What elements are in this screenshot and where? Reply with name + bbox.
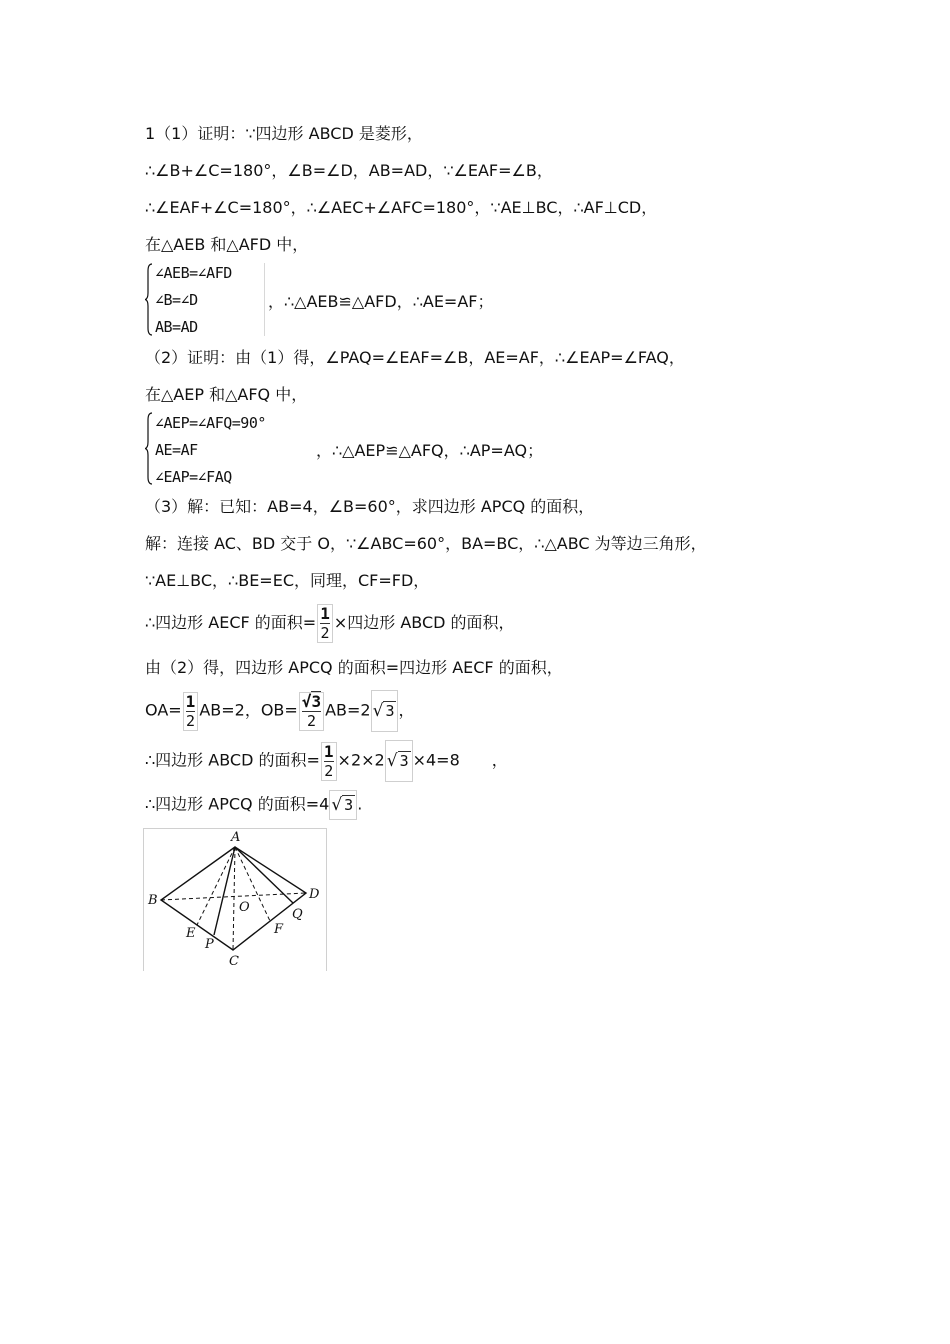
text-line-12-a: ∴四边形 AECF 的面积= [145,613,317,632]
text-line-15-a: ∴四边形 ABCD 的面积= [145,750,320,770]
sqrt-three [371,690,399,732]
text-line-3: ∴∠EAF+∠C=180°，∴∠AEC+∠AFC=180°，∵AE⊥BC，∴AF⊥CD， [145,198,658,217]
text-line-1: 1（1）证明：∵四边形 ABCD 是菱形， [145,124,423,143]
radical-sign: √ [372,701,384,721]
text-line-12 [145,603,515,643]
label-d: D [309,887,320,902]
text-line-8: ，∴△AEP≌△AFQ，∴AP=AQ； [316,441,544,460]
label-e: E [186,926,196,941]
fraction-denominator: 2 [306,711,316,730]
diagonal-ac [233,847,235,950]
text-line-4: 在△AEB 和△AFD 中， [145,235,309,254]
radical-sign: √ [331,795,343,815]
label-o: O [239,900,250,915]
rhombus-diagram [144,829,326,971]
radical-sign: √ [386,751,398,771]
text-line-13: 由（2）得，四边形 APCQ 的面积=四边形 AECF 的面积， [145,658,563,677]
sqrt-three [385,740,413,782]
fraction-one-half [321,742,337,781]
text-line-16-b: . [357,794,363,814]
fraction-sqrt3-half [299,692,324,731]
fraction-one-half [183,692,199,731]
label-f: F [274,922,284,937]
radical-sign: √ [301,691,312,711]
label-q: Q [292,907,303,922]
geometry-figure [143,828,327,971]
fraction-denominator: 2 [320,624,330,642]
text-line-7: 在△AEP 和△AFQ 中， [145,385,308,404]
text-line-14-b: AB=2，OB= [199,700,298,720]
radicand: 3 [385,702,395,720]
system1-row-2: ∠B=∠D [155,291,198,309]
radicand: 3 [399,752,409,770]
system1-row-3: AB=AD [155,318,198,336]
text-line-14-c: AB=2 [325,700,371,720]
label-c: C [229,954,239,969]
text-line-14-d: ， [398,700,415,720]
system1-row-1: ∠AEB=∠AFD [155,264,232,282]
label-b: B [148,893,158,908]
sqrt-three [329,790,357,820]
text-line-2: ∴∠B+∠C=180°，∠B=∠D，AB=AD，∵∠EAF=∠B， [145,161,553,180]
text-line-12-b: ×四边形 ABCD 的面积， [333,613,515,632]
system2-row-2: AE=AF [155,441,198,459]
label-a: A [231,830,241,845]
text-line-16-a: ∴四边形 APCQ 的面积=4 [145,794,330,814]
fraction-denominator: 2 [324,761,334,780]
label-p: P [205,937,214,952]
text-line-11: ∵AE⊥BC，∴BE=EC，同理，CF=FD， [145,571,430,590]
radicand: 3 [311,691,322,711]
brace-icon [145,412,153,485]
text-line-9: （3）解：已知：AB=4，∠B=60°，求四边形 APCQ 的面积， [145,497,595,516]
fraction-numerator: 1 [323,741,334,761]
segment-ae [197,847,235,925]
equation-system-1 [145,263,265,336]
equation-system-2 [145,412,315,485]
fraction-numerator [302,693,321,712]
text-line-6: （2）证明：由（1）得，∠PAQ=∠EAF=∠B，AE=AF，∴∠EAP=∠FAQ， [145,348,685,367]
segment-aq [235,847,293,903]
brace-icon [145,263,153,336]
text-line-16 [145,790,362,820]
text-line-15-c: ×4=8 ， [412,750,508,770]
fraction-one-half [317,604,333,643]
text-line-5: ，∴△AEB≌△AFD，∴AE=AF； [268,292,494,311]
radicand: 3 [344,796,354,814]
fraction-numerator: 1 [185,691,196,711]
text-line-15 [145,740,508,782]
system2-row-3: ∠EAP=∠FAQ [155,468,232,486]
text-line-10: 解：连接 AC、BD 交于 O，∵∠ABC=60°，BA=BC，∴△ABC 为等边三角形， [145,534,707,553]
text-line-14-a: OA= [145,700,182,720]
text-line-14 [145,690,415,732]
fraction-numerator: 1 [320,604,330,623]
system2-row-1: ∠AEP=∠AFQ=90° [155,414,266,432]
text-line-15-b: ×2×2 [337,750,385,770]
fraction-denominator: 2 [185,711,195,730]
